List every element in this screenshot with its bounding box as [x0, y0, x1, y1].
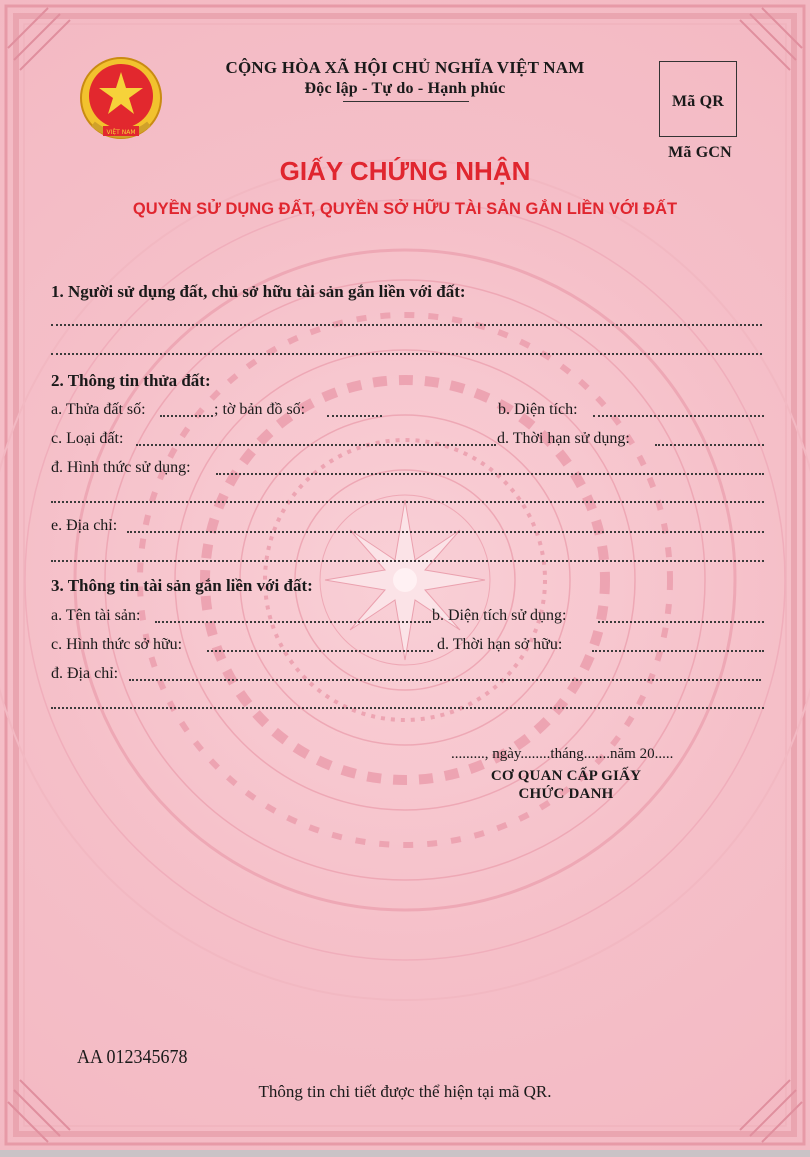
land-address-label: e. Địa chỉ:	[51, 517, 118, 534]
land-type-field	[136, 444, 496, 446]
issue-date-line: ........., ngày........tháng.......năm 20.....	[451, 746, 674, 762]
motto-underline	[343, 101, 469, 102]
certificate-code-label: Mã GCN	[668, 144, 732, 161]
land-address-field	[127, 531, 764, 533]
asset-address-label: đ. Địa chỉ:	[51, 665, 119, 682]
svg-text:VIỆT NAM: VIỆT NAM	[106, 129, 136, 136]
ownership-term-field	[592, 650, 764, 652]
parcel-number-label: a. Thửa đất số:	[51, 401, 146, 418]
use-form-line-2	[51, 501, 764, 503]
section-3-heading: 3. Thông tin tài sản gắn liền với đất:	[51, 576, 313, 595]
usable-area-field	[598, 621, 764, 623]
parcel-number-field	[160, 415, 213, 417]
country-name: CỘNG HÒA XÃ HỘI CHỦ NGHĨA VIỆT NAM	[225, 58, 585, 77]
ownership-form-field	[207, 650, 433, 652]
land-address-line-2	[51, 560, 764, 562]
section-1-line-2	[51, 353, 762, 355]
asset-name-label: a. Tên tài sản:	[51, 607, 141, 624]
serial-number: AA 012345678	[77, 1046, 188, 1068]
section-1-heading: 1. Người sử dụng đất, chủ sở hữu tài sản gắn liền với đất:	[51, 282, 466, 301]
section-1-line-1	[51, 324, 762, 326]
qr-label: Mã QR	[671, 93, 725, 110]
motto: Độc lập - Tự do - Hạnh phúc	[304, 80, 506, 97]
usable-area-label: b. Diện tích sử dụng:	[432, 607, 567, 624]
use-form-field	[216, 473, 764, 475]
use-term-label: d. Thời hạn sử dụng:	[497, 430, 630, 447]
map-sheet-field	[327, 415, 382, 417]
signer-position: CHỨC DANH	[518, 786, 614, 802]
ownership-term-label: d. Thời hạn sở hữu:	[437, 636, 563, 653]
document-title: GIẤY CHỨNG NHẬN	[279, 156, 531, 186]
use-term-field	[655, 444, 764, 446]
document-subtitle: QUYỀN SỬ DỤNG ĐẤT, QUYỀN SỞ HỮU TÀI SẢN GẮN LIỀN VỚI ĐẤT	[132, 200, 678, 218]
issuing-agency: CƠ QUAN CẤP GIẤY	[490, 768, 642, 784]
asset-name-field	[155, 621, 431, 623]
bottom-strip	[0, 1150, 810, 1157]
footer-note: Thông tin chi tiết được thể hiện tại mã QR.	[258, 1082, 552, 1101]
ownership-form-label: c. Hình thức sở hữu:	[51, 636, 183, 653]
area-field	[593, 415, 764, 417]
asset-address-line-2	[51, 707, 764, 709]
map-sheet-label: ; tờ bản đồ số:	[214, 401, 306, 418]
asset-address-field	[129, 679, 761, 681]
section-2-heading: 2. Thông tin thửa đất:	[51, 371, 211, 390]
use-form-label: đ. Hình thức sử dụng:	[51, 459, 191, 476]
drum-center	[393, 568, 417, 592]
land-type-label: c. Loại đất:	[51, 430, 124, 447]
area-label: b. Diện tích:	[498, 401, 578, 418]
